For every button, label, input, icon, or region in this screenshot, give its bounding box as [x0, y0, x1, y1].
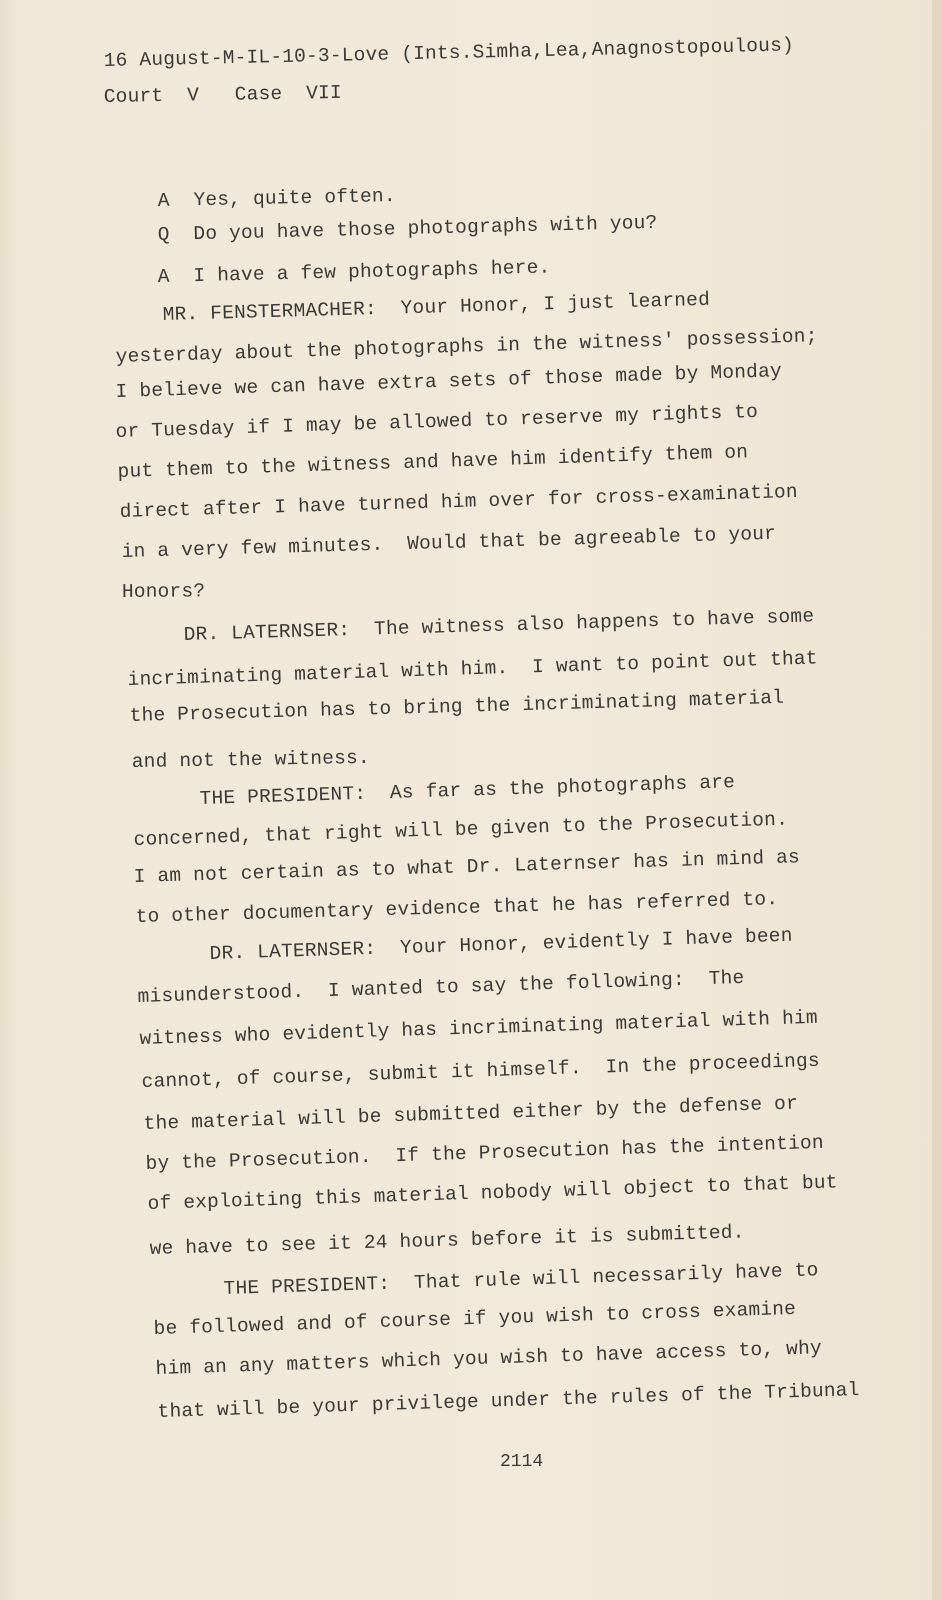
transcript-line: or Tuesday if I may be allowed to reserve my rights to: [115, 400, 759, 443]
transcript-line: concerned, that right will be given to the Prosecution.: [133, 808, 789, 851]
transcript-line: the material will be submitted either by the defense or: [143, 1092, 799, 1135]
transcript-line: A I have a few photographs here.: [157, 256, 551, 288]
transcript-line: that will be your privilege under the rules of the Tribunal: [157, 1378, 860, 1423]
transcript-line: cannot, of course, submit it himself. In the proceedings: [141, 1049, 821, 1093]
header-line-2: Court V Case VII: [103, 81, 343, 108]
transcript-line: be followed and of course if you wish to cross examine: [153, 1297, 797, 1340]
transcript-line: THE PRESIDENT: As far as the photographs are: [199, 771, 736, 810]
transcript-line: we have to see it 24 hours before it is submitted.: [149, 1221, 745, 1260]
transcript-line: of exploiting this material nobody will object to that but: [147, 1171, 838, 1215]
page-number: 2114: [500, 1452, 544, 1472]
transcript-line: to other documentary evidence that he has referred to.: [135, 888, 779, 928]
page-edge: [932, 0, 942, 1600]
transcript-line: misunderstood. I wanted to say the following: The: [137, 966, 745, 1008]
transcript-line: the Prosecution has to bring the incriminating material: [129, 686, 785, 727]
transcript-line: him an any matters which you wish to have access to, why: [155, 1337, 823, 1380]
transcript-line: by the Prosecution. If the Prosecution has the intention: [145, 1131, 825, 1175]
transcript-line: witness who evidently has incriminating material with him: [139, 1006, 819, 1050]
transcript-line: incriminating material with him. I want to point out that: [127, 647, 818, 691]
transcript-line: I am not certain as to what Dr. Laternser has in mind as: [133, 846, 801, 888]
transcript-line: I believe we can have extra sets of those made by Monday: [115, 360, 783, 403]
transcript-line: Q Do you have those photographs with you?: [157, 211, 658, 246]
transcript-line: direct after I have turned him over for cross-examination: [119, 480, 799, 523]
header-line-1: 16 August-M-IL-10-3-Love (Ints.Simha,Lea,Anagnostopoulous): [103, 34, 795, 72]
transcript-line: DR. LATERNSER: The witness also happens to have some: [183, 605, 815, 646]
transcript-line: DR. LATERNSER: Your Honor, evidently I have been: [209, 924, 793, 965]
transcript-line: yesterday about the photographs in the witness' possession;: [115, 325, 818, 368]
transcript-line: and not the witness.: [131, 746, 371, 773]
transcript-line: THE PRESIDENT: That rule will necessarily have to: [223, 1259, 819, 1300]
transcript-line: put them to the witness and have him identify them on: [117, 441, 749, 483]
transcript-line: Honors?: [121, 580, 206, 603]
transcript-line: A Yes, quite often.: [157, 185, 396, 212]
transcript-line: in a very few minutes. Would that be agreeable to your: [121, 522, 777, 563]
transcript-line: MR. FENSTERMACHER: Your Honor, I just learned: [162, 288, 711, 326]
